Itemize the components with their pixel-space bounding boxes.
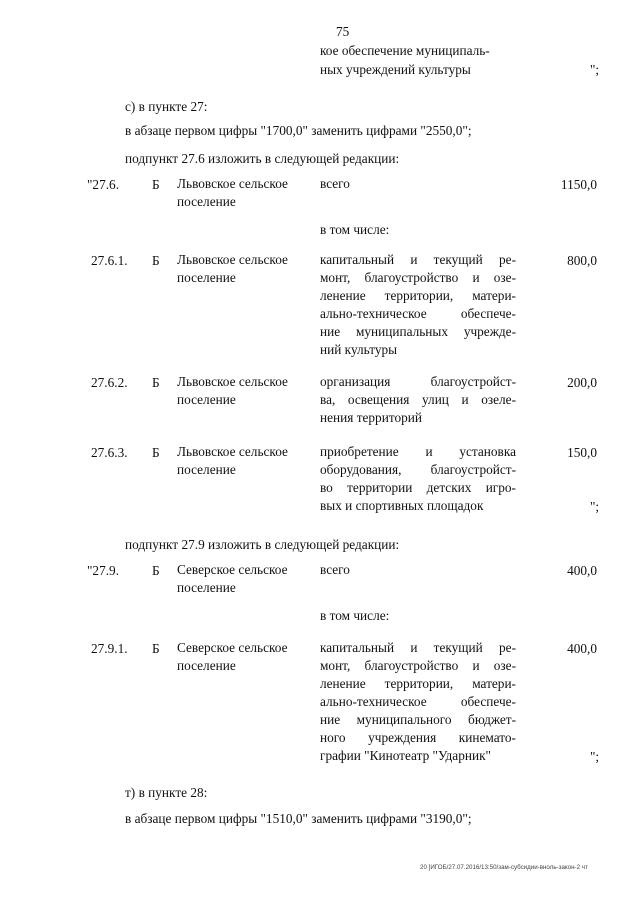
row-category: Б (152, 641, 160, 656)
recipient-line: поселение (177, 392, 236, 407)
row-category: Б (152, 253, 160, 268)
row-recipient (177, 639, 312, 675)
subitem-27-9-intro: подпункт 27.9 изложить в следующей редакции: (125, 537, 400, 552)
item-t-heading: т) в пункте 28: (125, 785, 208, 800)
row-number: 27.6.1. (91, 253, 128, 268)
description-line: графии "Кинотеатр "Ударник" (320, 748, 491, 763)
recipient-line: Львовское сельское (177, 444, 288, 459)
row-amount: 150,0 (567, 445, 597, 460)
row-amount: 400,0 (567, 641, 597, 656)
row-amount: 400,0 (567, 563, 597, 578)
row-recipient (177, 175, 312, 211)
description-line: во территории детских игро- (320, 480, 516, 495)
item-c-heading: с) в пункте 27: (125, 99, 208, 114)
description-line: нения территорий (320, 410, 422, 425)
recipient-line: Северское сельское (177, 640, 288, 655)
closing-quote: "; (590, 62, 600, 77)
row-number: "27.9. (87, 563, 120, 578)
continuation-line: кое обеспечение муниципаль- (320, 43, 490, 58)
description-line: в том числе: (320, 608, 390, 623)
description-line: в том числе: (320, 222, 390, 237)
row-category: Б (152, 177, 160, 192)
recipient-line: Львовское сельское (177, 374, 288, 389)
description-line: ленение территории, матери- (320, 676, 516, 691)
row-description (320, 639, 516, 765)
subitem-27-6-intro: подпункт 27.6 изложить в следующей редакции: (125, 151, 400, 166)
description-line: капитальный и текущий ре- (320, 252, 516, 267)
row-number: 27.9.1. (91, 641, 128, 656)
description-line: приобретение и установка (320, 444, 516, 459)
recipient-line: поселение (177, 194, 236, 209)
description-line: ние муниципального бюджет- (320, 712, 516, 727)
row-recipient (177, 373, 312, 409)
row-recipient (177, 251, 312, 287)
recipient-line: поселение (177, 580, 236, 595)
closing-quote: "; (590, 749, 600, 764)
page-number: 75 (336, 24, 350, 39)
description-line: капитальный и текущий ре- (320, 640, 516, 655)
description-line: вых и спортивных площадок (320, 498, 484, 513)
row-description (320, 251, 516, 359)
description-line: всего (320, 176, 350, 191)
continuation-line: ных учреждений культуры (320, 62, 471, 77)
recipient-line: Северское сельское (177, 562, 288, 577)
description-line: ально-техническое обеспече- (320, 694, 516, 709)
row-description (320, 607, 516, 625)
description-line: организация благоустройст- (320, 374, 516, 389)
row-number: 27.6.3. (91, 445, 128, 460)
row-number: 27.6.2. (91, 375, 128, 390)
row-description (320, 175, 516, 193)
row-category: Б (152, 375, 160, 390)
recipient-line: поселение (177, 658, 236, 673)
description-line: ленение территории, матери- (320, 288, 516, 303)
description-line: ально-техническое обеспече- (320, 306, 516, 321)
row-description (320, 221, 516, 239)
description-line: ного учреждения кинемато- (320, 730, 516, 745)
description-line: оборудования, благоустройст- (320, 462, 516, 477)
recipient-line: Львовское сельское (177, 176, 288, 191)
row-description (320, 373, 516, 427)
recipient-line: Львовское сельское (177, 252, 288, 267)
closing-quote: "; (590, 499, 600, 514)
row-description (320, 561, 516, 579)
description-line: ний культуры (320, 342, 398, 357)
row-category: Б (152, 563, 160, 578)
description-line: монт, благоустройство и озе- (320, 270, 516, 285)
row-description (320, 443, 516, 515)
row-amount: 1150,0 (560, 177, 597, 192)
description-line: ние муниципальных учрежде- (320, 324, 516, 339)
recipient-line: поселение (177, 462, 236, 477)
row-recipient (177, 443, 312, 479)
row-number: "27.6. (87, 177, 120, 192)
row-amount: 200,0 (567, 375, 597, 390)
item-c-first-paragraph: в абзаце первом цифры "1700,0" заменить цифрами "2550,0"; (125, 123, 472, 138)
description-line: монт, благоустройство и озе- (320, 658, 516, 673)
recipient-line: поселение (177, 270, 236, 285)
row-amount: 800,0 (567, 253, 597, 268)
row-category: Б (152, 445, 160, 460)
row-recipient (177, 561, 312, 597)
item-t-first-paragraph: в абзаце первом цифры "1510,0" заменить цифрами "3190,0"; (125, 811, 472, 826)
description-line: ва, освещения улиц и озеле- (320, 392, 516, 407)
document-footer: 20 ]ИГОБ/27.07.2016/13:50/зам-субсидии-вноль-закон-2 чт (420, 864, 588, 871)
description-line: всего (320, 562, 350, 577)
